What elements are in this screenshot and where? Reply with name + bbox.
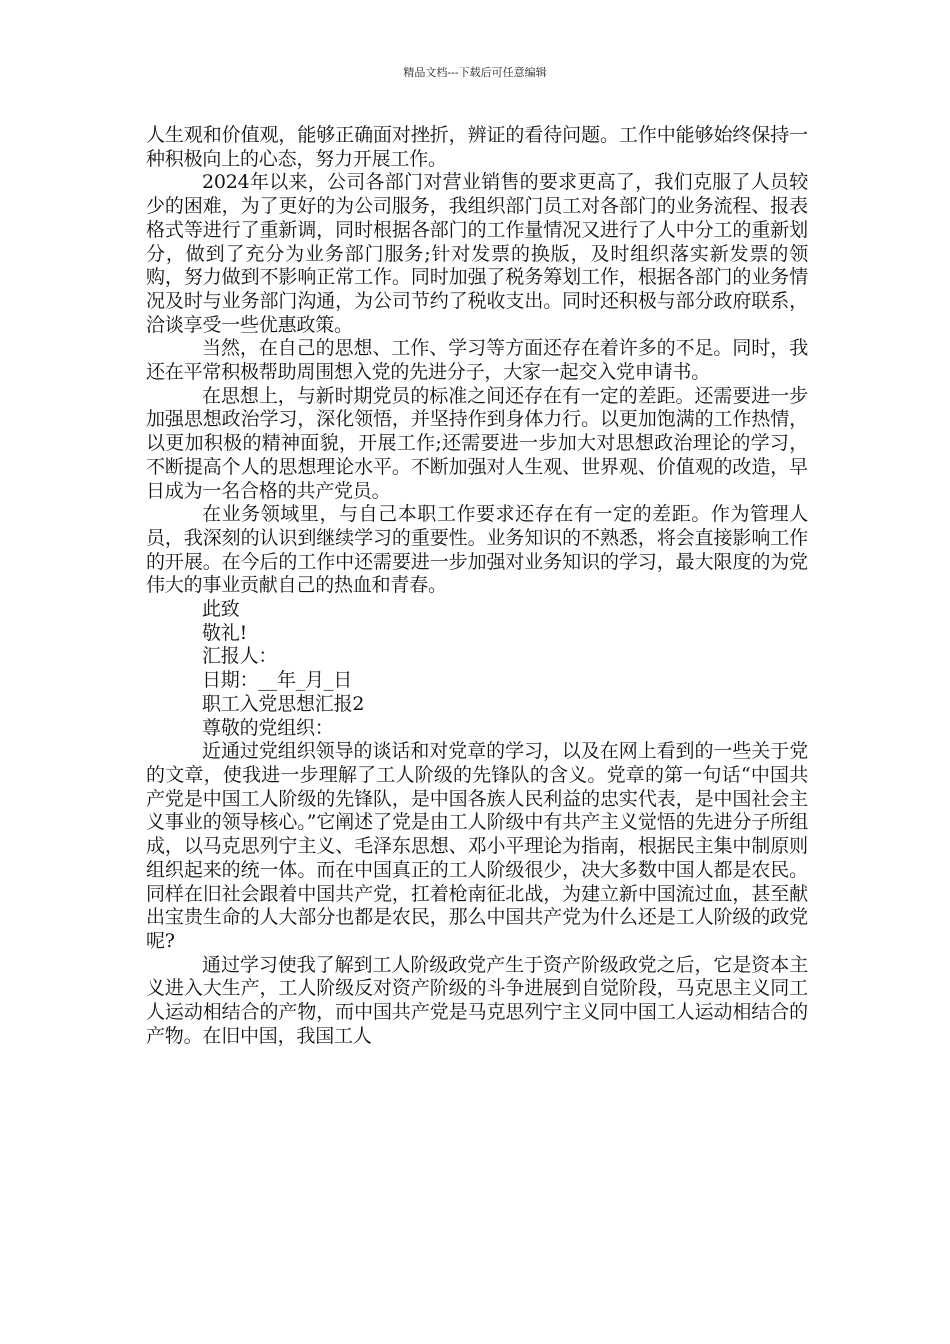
reporter-line: 汇报人： [202, 645, 278, 668]
paragraph-6: 近通过党组织领导的谈话和对党章的学习，以及在网上看到的一些关于党的文章，使我进一步理解了工人阶级的先锋队的含义。党章的第一句话“中国共产党是中国工人阶级的先锋队，是中国各族人民利益的忠实代表，是中国社会主义事业的领导核心。”它阐述了党是由工人阶级中有共产主义觉悟的先进分子所组成，以马克思列宁主义、毛泽东思想、邓小平理论为指南，根据民主集中制原则组织起来的统一体。而在中国真正的工人阶级很少，决大多数中国人都是农民。同样在旧社会跟着中国共产党，扛着枪南征北战，为建立新中国流过血，甚至献出宝贵生命的人大部分也都是农民，那么中国共产党为什么还是工人阶级的政党呢? [146, 740, 808, 952]
paragraph-3: 当然，在自己的思想、工作、学习等方面还存在着许多的不足。同时，我还在平常积极帮助周围想入党的先进分子，大家一起交入党申请书。 [146, 337, 808, 384]
paragraph-1: 人生观和价值观，能够正确面对挫折，辨证的看待问题。工作中能够始终保持一种积极向上的心态，努力开展工作。 [146, 124, 808, 170]
salutation: 尊敬的党组织： [202, 716, 334, 739]
closing-line-2: 敬礼! [202, 621, 248, 644]
document-body [146, 124, 808, 1048]
paragraph-7: 通过学习使我了解到工人阶级政党产生于资产阶级政党之后，它是资本主义进入大生产，工人阶级反对资产阶级的斗争进展到自觉阶段，马克思主义同工人运动相结合的产物，而中国共产党是马克思列宁主义同中国工人运动相结合的产物。在旧中国，我国工人 [146, 953, 808, 1047]
paragraph-2: 2024年以来，公司各部门对营业销售的要求更高了，我们克服了人员较少的困难，为了更好的为公司服务，我组织部门员工对各部门的业务流程、报表格式等进行了重新调，同时根据各部门的工作量情况又进行了人中分工的重新划分，做到了充分为业务部门服务;针对发票的换版，及时组织落实新发票的领购，努力做到不影响正常工作。同时加强了税务筹划工作，根据各部门的业务情况及时与业务部门沟通，为公司节约了税收支出。同时还积极与部分政府联系，洽谈享受一些优惠政策。 [146, 171, 808, 336]
paragraph-5: 在业务领域里，与自己本职工作要求还存在有一定的差距。作为管理人员，我深刻的认识到继续学习的重要性。业务知识的不熟悉，将会直接影响工作的开展。在今后的工作中还需要进一步加强对业务知识的学习，最大限度的为党伟大的事业贡献自己的热血和青春。 [146, 503, 808, 597]
section-title: 职工入党思想汇报2 [202, 692, 365, 715]
paragraph-4: 在思想上，与新时期党员的标准之间还存在有一定的差距。还需要进一步加强思想政治学习，深化领悟，并坚持作到身体力行。以更加饱满的工作热情，以更加积极的精神面貌，开展工作;还需要进一步加大对思想政治理论的学习，不断提高个人的思想理论水平。不断加强对人生观、世界观、价值观的改造，早日成为一名合格的共产党员。 [146, 384, 808, 502]
page-header: 精品文档---下载后可任意编辑 [403, 66, 547, 79]
date-line: 日期：__年_月_日 [202, 669, 353, 692]
closing-line-1: 此致 [202, 598, 240, 621]
